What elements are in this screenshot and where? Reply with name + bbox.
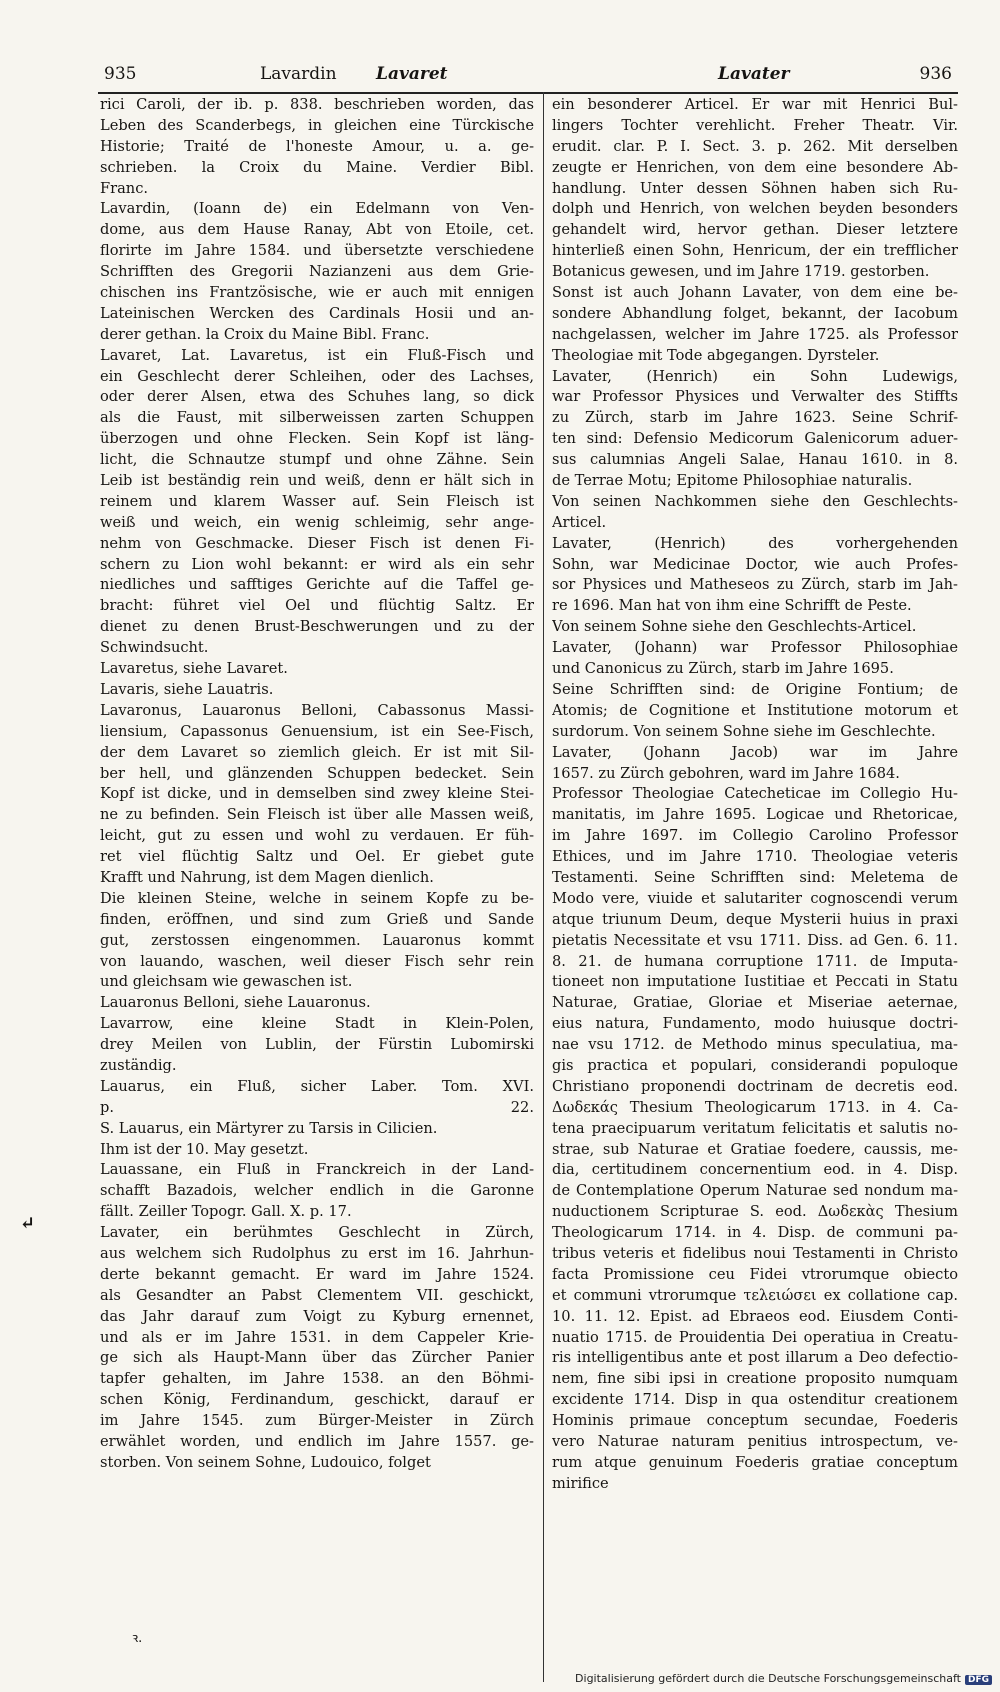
text-line: Lavater, (Johann) war Professor Philosophiae <box>552 639 958 657</box>
text-line: schrieben. la Croix du Maine. Verdier Bibl. <box>100 158 534 176</box>
text-line: ge sich als Haupt-Mann über das Zürcher Panier <box>100 1349 534 1367</box>
text-line: nem, fine sibi ipsi in creatione proposito numquam <box>552 1370 958 1388</box>
text-line: 1657. zu Zürch gebohren, ward im Jahre 1684. <box>552 764 900 782</box>
text-line: re 1696. Man hat von ihm eine Schrifft de Peste. <box>552 597 912 615</box>
text-line: von lauando, waschen, weil dieser Fisch sehr rein <box>100 952 534 970</box>
text-line: Ethices, und im Jahre 1710. Theologiae veteris <box>552 848 958 866</box>
text-line: finden, eröffnen, und sind zum Grieß und Sande <box>100 910 534 928</box>
text-line: tioneet non imputatione Iustitiae et Peccati in Statu <box>552 973 958 991</box>
text-line: manitatis, im Jahre 1695. Logicae und Rhetoricae, <box>552 806 958 824</box>
text-line: mirifice <box>552 1474 609 1492</box>
text-line: überzogen und ohne Flecken. Sein Kopf ist läng- <box>100 430 534 448</box>
text-line: im Jahre 1545. zum Bürger-Meister in Zürch <box>100 1412 534 1430</box>
text-line: Theologiae mit Tode abgegangen. Dyrsteler. <box>552 346 880 364</box>
text-line: der dem Lavaret so ziemlich gleich. Er ist mit Sil- <box>100 743 534 761</box>
text-line: Botanicus gewesen, und im Jahre 1719. gestorben. <box>552 263 930 281</box>
text-line: Lavaronus, Lauaronus Belloni, Cabassonus Massi- <box>100 701 534 719</box>
text-line: Lavaretus, siehe Lavaret. <box>100 660 288 678</box>
text-line: Lavater, ein berühmtes Geschlecht in Zürch, <box>100 1224 534 1242</box>
text-line: drey Meilen von Lublin, der Fürstin Lubomirski <box>100 1036 534 1054</box>
text-line: Professor Theologiae Catecheticae im Collegio Hu- <box>552 785 958 803</box>
dfg-logo: DFG <box>965 1675 992 1685</box>
text-line: Lavater, (Henrich) ein Sohn Ludewigs, <box>552 367 958 385</box>
text-line: erudit. clar. P. I. Sect. 3. p. 262. Mit derselben <box>552 137 958 155</box>
text-line: Die kleinen Steine, welche in seinem Kopfe zu be- <box>100 889 534 907</box>
text-line: Δωδεκάς Thesium Theologicarum 1713. in 4. Ca- <box>552 1098 958 1116</box>
text-line: tapfer gehalten, im Jahre 1538. an den Böhmi- <box>100 1370 534 1388</box>
page-number-left: 935 <box>104 64 137 84</box>
text-line: fällt. Zeiller Topogr. Gall. X. p. 17. <box>100 1203 352 1221</box>
text-line: nehm von Geschmacke. Dieser Fisch ist denen Fi- <box>100 534 534 552</box>
text-line: Theologicarum 1714. in 4. Disp. de communi pa- <box>552 1224 958 1242</box>
text-line: zeugte er Henrichen, von dem eine besondere Ab- <box>552 158 958 176</box>
text-line: Kopf ist dicke, und in demselben sind zwey kleine Stei- <box>100 785 534 803</box>
text-line: nae vsu 1712. de Methodo minus speculatiua, ma- <box>552 1036 958 1054</box>
text-line: gut, zerstossen eingenommen. Lauaronus kommt <box>100 931 534 949</box>
text-line: Seine Schrifften sind: de Origine Fontium; de <box>552 680 958 698</box>
headword-right: Lavater <box>718 64 790 84</box>
text-line: facta Promissione ceu Fidei vtrorumque obiecto <box>552 1265 958 1283</box>
text-line: ris intelligentibus ante et post illarum a Deo defectio- <box>552 1349 958 1367</box>
text-line: oder derer Alsen, etwa des Schuhes lang, so dick <box>100 388 534 406</box>
footer-mark: ꝛ. <box>132 1631 143 1646</box>
text-line: excidente 1714. Disp in qua ostenditur creationem <box>552 1391 958 1409</box>
text-line: dia, certitudinem concernentium eod. in 4. Disp. <box>552 1161 958 1179</box>
text-line: 10. 11. 12. Epist. ad Ebraeos eod. Eiusdem Conti- <box>552 1307 958 1325</box>
text-line: Lauaronus Belloni, siehe Lauaronus. <box>100 994 371 1012</box>
text-line: vero Naturae naturam penitius introspectum, ve- <box>552 1433 958 1450</box>
text-line: 8. 21. de humana corruptione 1711. de Imputa- <box>552 952 958 970</box>
text-line: Christiano proponendi doctrinam de decretis eod. <box>552 1077 958 1095</box>
text-line: Lauarus, ein Fluß, sicher Laber. Tom. XVI. <box>100 1077 534 1095</box>
text-line: sondere Abhandlung folget, bekannt, der Iacobum <box>552 304 958 322</box>
text-line: de Terrae Motu; Epitome Philosophiae naturalis. <box>552 472 913 490</box>
text-line: Lavaris, siehe Lauatris. <box>100 680 274 698</box>
text-line: sus calumnias Angeli Salae, Hanau 1610. in 8. <box>552 451 958 469</box>
text-line: hinterließ einen Sohn, Henricum, der ein trefflicher <box>552 242 958 260</box>
text-line: eius natura, Fundamento, modo huiusque doctri- <box>552 1015 958 1033</box>
text-line: reinem und klarem Wasser auf. Sein Fleisch ist <box>100 492 534 510</box>
left-column <box>100 95 534 1474</box>
text-line: Lauassane, ein Fluß in Franckreich in der Land- <box>100 1161 534 1179</box>
text-line: erwählet worden, und endlich im Jahre 1557. ge- <box>100 1433 534 1450</box>
text-line: Sohn, war Medicinae Doctor, wie auch Profes- <box>552 555 958 573</box>
text-line: licht, die Schnautze stumpf und ohne Zähne. Sein <box>100 451 534 469</box>
text-line: Lavater, (Johann Jacob) war im Jahre <box>552 743 958 761</box>
text-line: als Gesandter an Pabst Clementem VII. geschickt, <box>100 1286 534 1304</box>
text-line: Lavardin, (Ioann de) ein Edelmann von Ven- <box>100 200 534 218</box>
credit-text: Digitalisierung gefördert durch die Deutsche Forschungsgemeinschaft <box>575 1672 961 1685</box>
text-line: ne zu befinden. Sein Fleisch ist über alle Massen weiß, <box>100 806 534 824</box>
text-line: rici Caroli, der ib. p. 838. beschrieben worden, das <box>100 96 534 113</box>
text-line: ber hell, und glänzenden Schuppen bedecket. Sein <box>100 764 534 782</box>
text-line: Leib ist beständig rein und weiß, denn er hält sich in <box>100 472 534 490</box>
text-line: nuatio 1715. de Prouidentia Dei operatiua in Creatu- <box>552 1328 958 1346</box>
text-line: Leben des Scanderbegs, in gleichen eine Türckische <box>100 116 534 134</box>
text-line: Historie; Traité de l'honeste Amour, u. a. ge- <box>100 137 534 155</box>
text-line: florirte im Jahre 1584. und übersetzte verschiedene <box>100 242 534 260</box>
text-line: ten sind: Defensio Medicorum Galenicorum aduer- <box>552 430 958 448</box>
text-line: Hominis primaue conceptum secundae, Foederis <box>552 1412 958 1430</box>
page-number-right: 936 <box>919 64 952 84</box>
column-divider <box>543 92 544 1682</box>
text-line: aus welchem sich Rudolphus zu erst im 16. Jahrhun- <box>100 1244 534 1262</box>
text-line: Lavater, (Henrich) des vorhergehenden <box>552 534 958 552</box>
text-line: atque triunum Deum, deque Mysterii huius in praxi <box>552 910 958 928</box>
text-line: Articel. <box>552 513 607 531</box>
text-line: strae, sub Naturae et Gratiae foedere, caussis, me- <box>552 1140 958 1158</box>
text-line: schern zu Lion wohl bekannt: er wird als ein sehr <box>100 555 534 573</box>
margin-marker: ↵ <box>20 1213 36 1234</box>
text-line: zu Zürch, starb im Jahre 1623. Seine Schrif- <box>552 409 958 427</box>
text-line: Testamenti. Seine Schrifften sind: Meletema de <box>552 868 958 886</box>
text-line: Ihm ist der 10. May gesetzt. <box>100 1140 309 1158</box>
text-line: et communi vtrorumque τελειώσει ex collatione cap. <box>552 1286 958 1304</box>
text-line: Sonst ist auch Johann Lavater, von dem eine be- <box>552 284 958 302</box>
text-line: nachgelassen, welcher im Jahre 1725. als Professor <box>552 325 958 343</box>
text-line: Von seinen Nachkommen siehe den Geschlechts- <box>552 492 958 510</box>
text-line: und als er im Jahre 1531. in dem Cappeler Krie- <box>100 1328 534 1346</box>
text-line: gehandelt wird, hervor gethan. Dieser letztere <box>552 221 958 239</box>
text-line: dienet zu denen Brust-Beschwerungen und zu der <box>100 618 534 636</box>
catchword-left: Lavardin <box>260 64 337 84</box>
text-line: storben. Von seinem Sohne, Ludouico, folget <box>100 1453 431 1471</box>
text-line: ein besonderer Articel. Er war mit Henrici Bul- <box>552 96 958 113</box>
text-line: niedliches und safftiges Gerichte auf die Taffel ge- <box>100 576 534 594</box>
text-line: Lavarrow, eine kleine Stadt in Klein-Polen, <box>100 1015 534 1033</box>
text-line: leicht, gut zu essen und wohl zu verdauen. Er füh- <box>100 827 534 845</box>
text-line: Franc. <box>100 179 149 197</box>
text-line: derer gethan. la Croix du Maine Bibl. Franc. <box>100 325 430 343</box>
text-line: Lavaret, Lat. Lavaretus, ist ein Fluß-Fisch und <box>100 346 534 364</box>
text-line: pietatis Necessitate et vsu 1711. Diss. ad Gen. 6. 11. <box>552 931 958 949</box>
text-line: Von seinem Sohne siehe den Geschlechts-Articel. <box>552 618 917 636</box>
text-line: zuständig. <box>100 1056 177 1074</box>
text-line: war Professor Physices und Verwalter des Stiffts <box>552 388 958 406</box>
right-column <box>552 95 958 1495</box>
text-line: tena praecipuarum veritatum felicitatis et salutis no- <box>552 1119 958 1137</box>
text-line: Modo vere, viuide et salutariter cognoscendi verum <box>552 889 958 907</box>
text-line: das Jahr darauf zum Voigt zu Kyburg ernennet, <box>100 1307 534 1325</box>
text-line: schen König, Ferdinandum, geschickt, darauf er <box>100 1391 534 1409</box>
text-line: schafft Bazadois, welcher endlich in die Garonne <box>100 1182 534 1200</box>
headword-left: Lavaret <box>376 64 448 84</box>
text-line: dolph und Henrich, von welchen beyden besonders <box>552 200 958 218</box>
text-line: lingers Tochter verehlicht. Freher Theatr. Vir. <box>552 116 958 134</box>
text-line: Atomis; de Cognitione et Institutione motorum et <box>552 701 958 719</box>
text-line: weiß und weich, ein wenig schleimig, sehr ange- <box>100 513 534 531</box>
text-line: p. 22. <box>100 1098 534 1116</box>
text-line: sor Physices und Matheseos zu Zürch, starb im Jah- <box>552 576 958 594</box>
digitization-credit <box>575 1672 992 1685</box>
running-header <box>98 56 958 94</box>
text-line: Schrifften des Gregorii Nazianzeni aus dem Grie- <box>100 263 534 281</box>
text-line: im Jahre 1697. im Collegio Carolino Professor <box>552 827 958 845</box>
text-line: dome, aus dem Hause Ranay, Abt von Etoile, cet. <box>100 221 534 239</box>
text-line: derte bekannt gemacht. Er ward im Jahre 1524. <box>100 1265 534 1283</box>
text-line: nuductionem Scripturae S. eod. Δωδεκὰς Thesium <box>552 1203 958 1221</box>
text-line: chischen ins Frantzösische, wie er auch mit ennigen <box>100 284 534 302</box>
text-line: ein Geschlecht derer Schleihen, oder des Lachses, <box>100 367 534 385</box>
text-line: und gleichsam wie gewaschen ist. <box>100 973 353 991</box>
text-line: de Contemplatione Operum Naturae sed nondum ma- <box>552 1182 958 1200</box>
text-line: und Canonicus zu Zürch, starb im Jahre 1695. <box>552 660 894 678</box>
text-line: bracht: führet viel Oel und flüchtig Saltz. Er <box>100 597 534 615</box>
text-line: rum atque genuinum Foederis gratiae conceptum <box>552 1453 958 1471</box>
text-line: liensium, Capassonus Genuensium, ist ein See-Fisch, <box>100 722 534 740</box>
text-line: surdorum. Von seinem Sohne siehe im Geschlechte. <box>552 722 936 740</box>
text-line: Lateinischen Wercken des Cardinals Hosii und an- <box>100 304 534 322</box>
text-line: Naturae, Gratiae, Gloriae et Miseriae aeternae, <box>552 994 958 1012</box>
text-line: als die Faust, mit silberweissen zarten Schuppen <box>100 409 534 427</box>
text-line: Krafft und Nahrung, ist dem Magen dienlich. <box>100 868 434 886</box>
text-line: ret viel flüchtig Saltz und Oel. Er giebet gute <box>100 848 534 866</box>
text-line: handlung. Unter dessen Söhnen haben sich Ru- <box>552 179 958 197</box>
text-line: tribus veteris et fidelibus noui Testamenti in Christo <box>552 1244 958 1262</box>
text-line: Schwindsucht. <box>100 639 209 657</box>
text-line: S. Lauarus, ein Märtyrer zu Tarsis in Cilicien. <box>100 1119 438 1137</box>
text-line: gis practica et populari, considerandi populoque <box>552 1056 958 1074</box>
